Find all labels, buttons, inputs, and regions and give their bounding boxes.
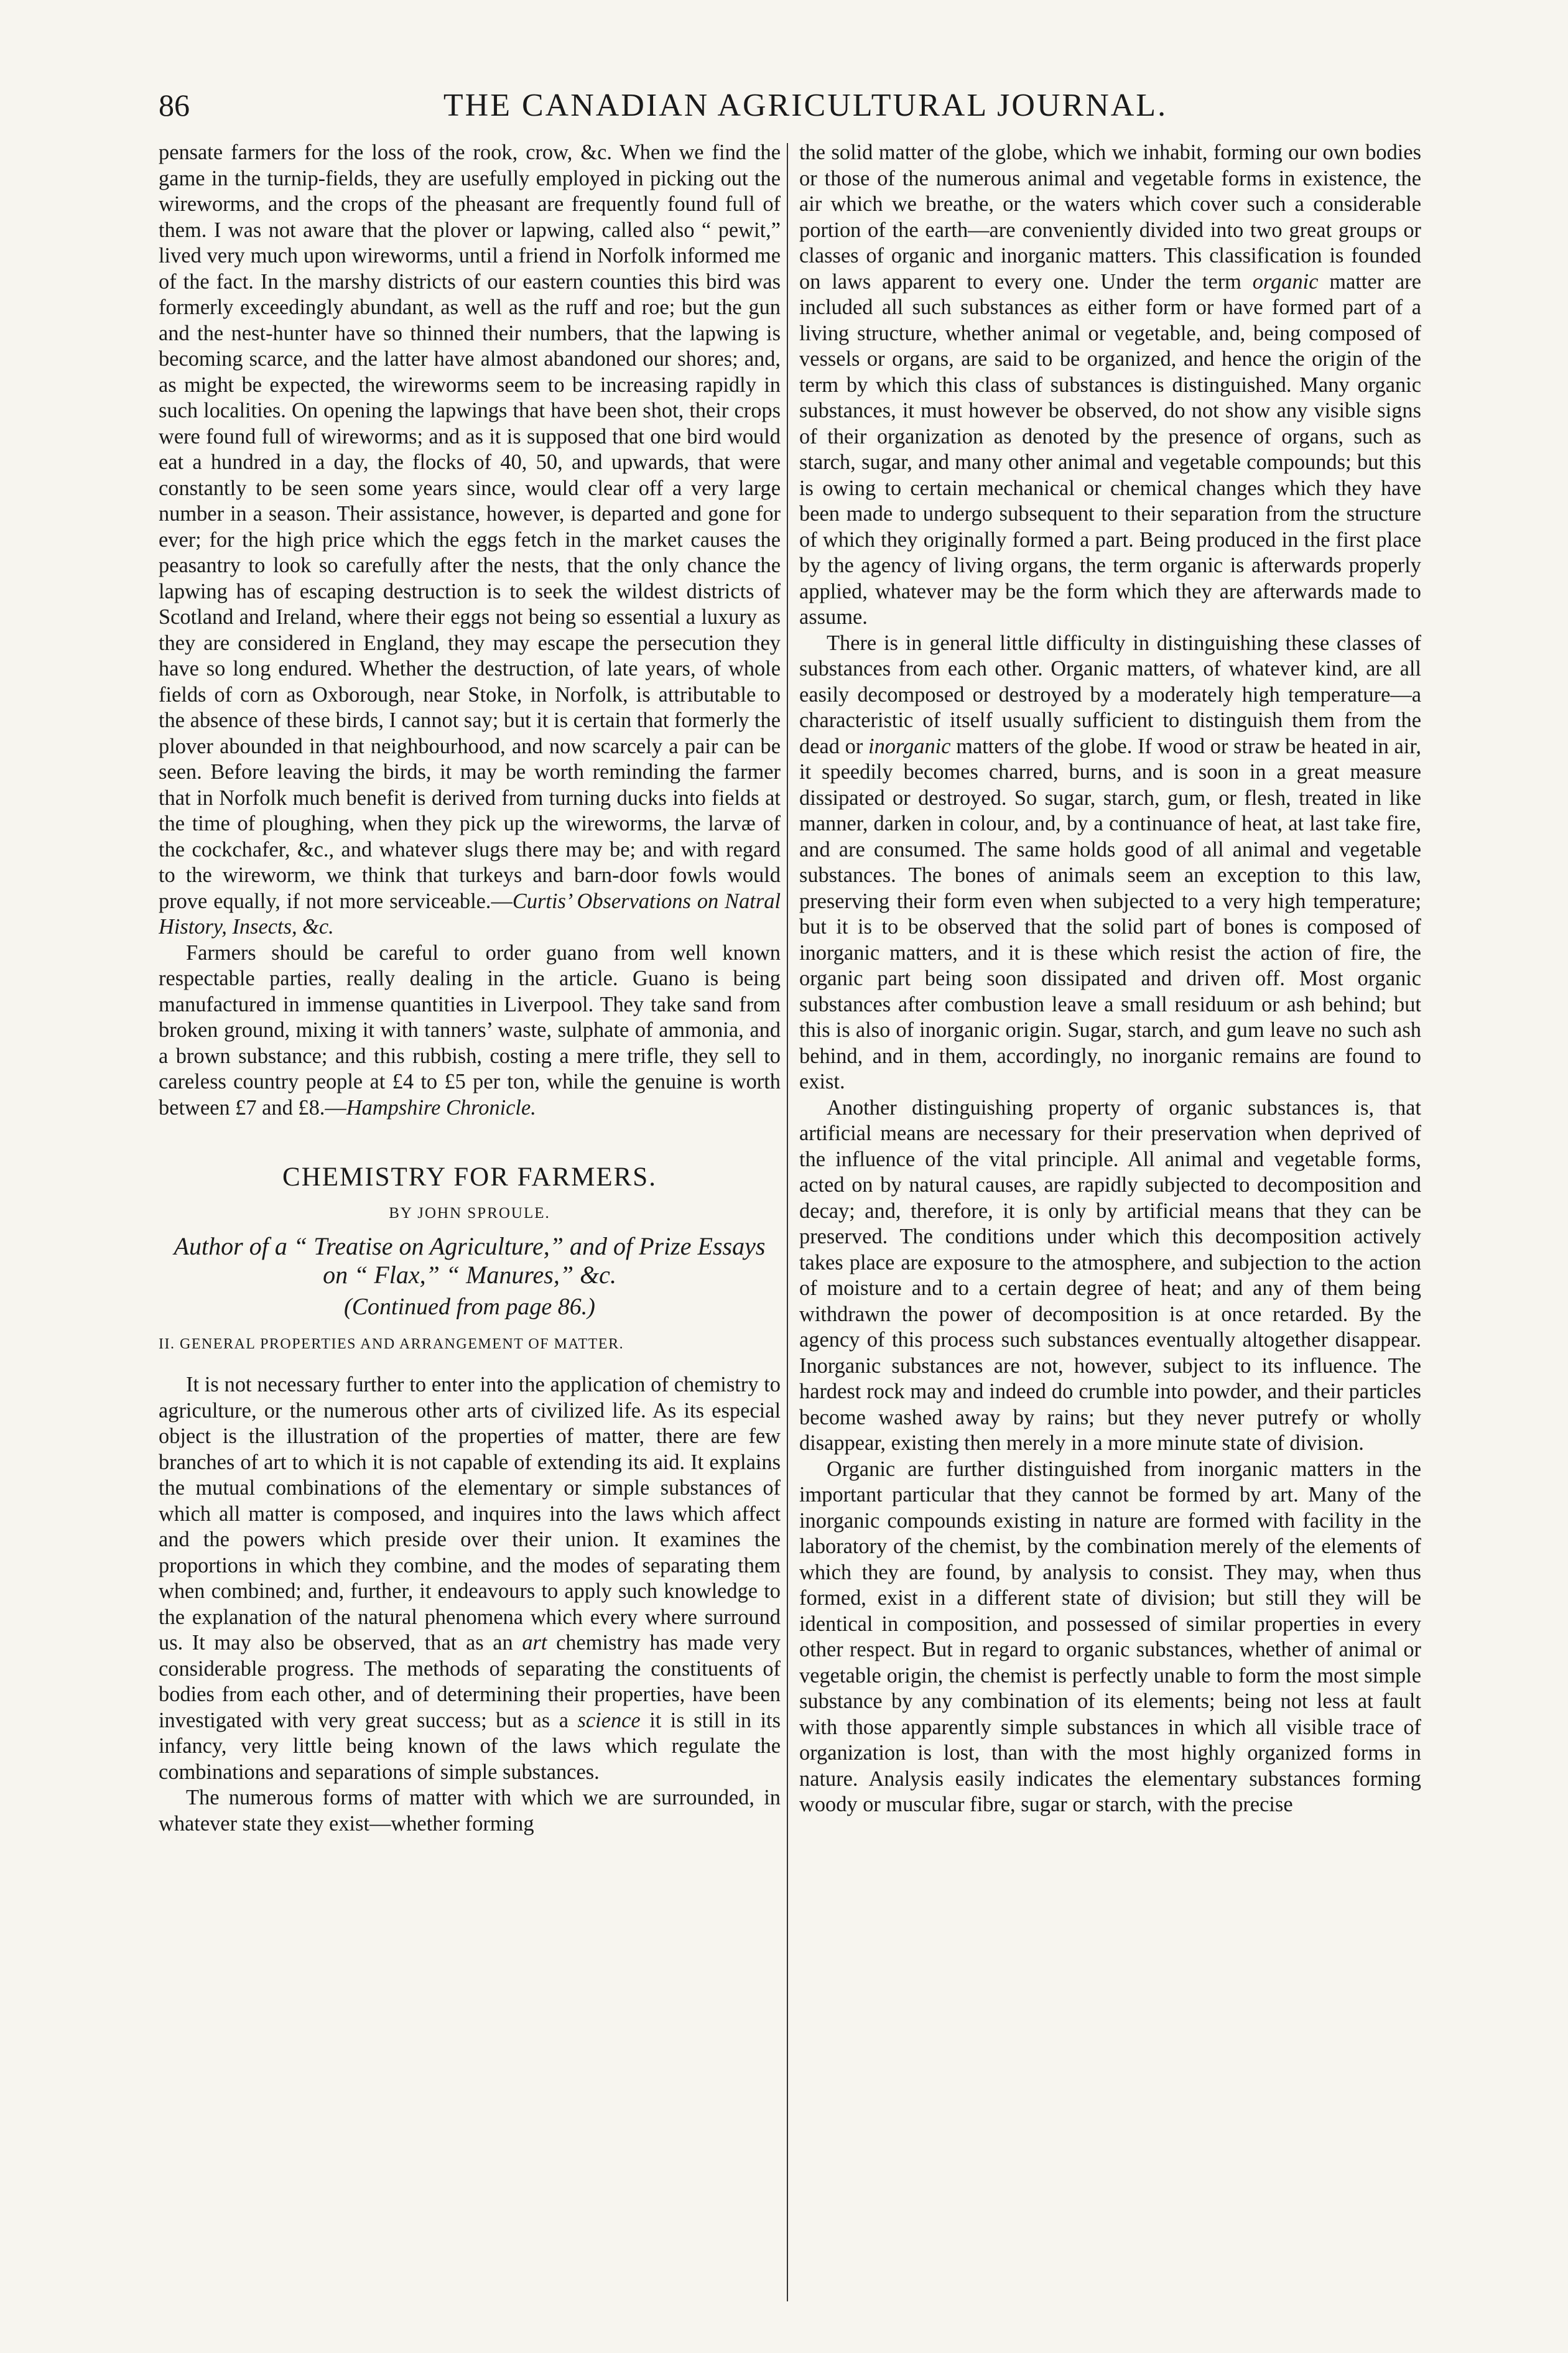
forms-of-matter-paragraph: The numerous forms of matter with which we are surrounded, in whatever state they exist—whether forming <box>159 1786 781 1836</box>
guano-citation: Hampshire Chronicle. <box>346 1095 536 1120</box>
running-title: THE CANADIAN AGRICULTURAL JOURNAL. <box>443 88 1168 123</box>
chemistry-intro-text-1: It is not necessary further to enter into the application of chemistry to agriculture, or the numerous other arts of civilized life. As its especial object is the illustration of the properties of matter, there are few branches of art to which it is not capable of extending its aid. It explains the mutual combinations of the elementary or simple substances of which all matter is composed, and inquires into the laws which affect and the powers which preside over their union. It examines the proportions in which they combine, and the modes of separating them when combined; and, further, it endeavours to apply such knowledge to the explanation of the natural phenomena which every where surround us. It may also be observed, that as an <box>159 1373 781 1655</box>
science-emphasis: science <box>577 1708 641 1732</box>
column-divider <box>787 143 788 2301</box>
continued-note: (Continued from page 86.) <box>344 1294 595 1320</box>
article-title: CHEMISTRY FOR FARMERS. <box>282 1163 657 1192</box>
organic-classes-text-1: the solid matter of the globe, which we inhabit, forming our own bodies or those of the numerous animal and vegetable forms in existence, the air which we breathe, or the waters which cover such a considerable portion of the earth—are conveniently divided into two great groups or classes of organic and inorganic matters. This classification is founded on laws apparent to every one. Under the term <box>799 141 1421 294</box>
page-number: 86 <box>159 88 190 123</box>
guano-text: Farmers should be careful to order guano from well known respectable parties, really dealing in the article. Guano is being manufactured in immense quantities in Liverpool. They take sand from broken ground, mixing it with tanners’ waste, sulphate of ammonia, and a brown substance; and this rubbish, costing a mere trifle, they sell to careless country people at £4 to £5 per ton, while the genuine is worth between £7 and £8.— <box>159 940 781 1120</box>
formation-paragraph: Organic are further distinguished from inorganic matters in the important particular that they cannot be formed by art. Many of the inorganic compounds existing in nature are formed with facility in the laboratory of the chemist, by the combination merely of the elements of which they are found, by analysis to consist. They may, when thus formed, exist in a different state of division; but still they will be identical in composition, and possessed of similar properties in every other respect. But in regard to organic substances, whether of animal or vegetable origin, the chemist is perfectly unable to form the most simple substance by any combination of its elements; being not less at fault with those apparently simple substances in which all visible trace of organization is lost, than with the most highly organized forms in nature. Analysis easily indicates the elementary substances forming woody or muscular fibre, sugar or starch, with the precise <box>799 1457 1421 1816</box>
right-column <box>799 140 1421 2304</box>
preservation-paragraph: Another distinguishing property of organic substances is, that artificial means are necessary for their preservation when deprived of the influence of the vital principle. All animal and vegetable forms, acted on by natural causes, are rapidly subjected to decomposition and decay; and, therefore, it is only by artificial means that they can be preserved. The conditions under which this decomposition actively takes place are exposure to the atmosphere, and subjection to the action of moisture and to a certain degree of heat; and any of them being withdrawn the power of decomposition is at once retarded. By the agency of this process such substances eventually altogether disappear. Inorganic substances are not, however, subject to its influence. The hardest rock may and indeed do crumble into powder, and their particles become washed away by rains; but they never putrefy or wholly disappear, existing then merely in a more minute state of division. <box>799 1095 1421 1455</box>
chemistry-intro-text-2: chemistry has made very considerable progress. The methods of separating the constituents of bodies from each other, and of determining their properties, have been investigated with very great success; but as a <box>159 1631 781 1732</box>
chemistry-intro-paragraph <box>159 1372 781 1785</box>
wireworm-citation: Curtis’ Observations on Natral History, Insects, &c. <box>159 889 781 939</box>
author-credentials: Author of a “ Treatise on Agriculture,” and of Prize Essays on “ Flax,” “ Manures,” &c. <box>174 1232 766 1289</box>
organic-classes-paragraph <box>799 140 1421 631</box>
article-byline: BY JOHN SPROULE. <box>389 1204 550 1222</box>
chemistry-intro-text-3: it is still in its infancy, very little being known of the laws which regulate the combinations and separations of simple substances. <box>159 1708 781 1784</box>
wireworm-text: pensate farmers for the loss of the rook, crow, &c. When we find the game in the turnip-fields, they are usefully employed in picking out the wireworms, and the crops of the pheasant are frequently found full of them. I was not aware that the plover or lapwing, called also “ pewit,” lived very much upon wireworms, until a friend in Norfolk informed me of the fact. In the marshy districts of our eastern counties this bird was formerly exceedingly abundant, as well as the ruff and roe; but the gun and the nest-hunter have so thinned their numbers, that the lapwing is becoming scarce, and the latter have almost abandoned our shores; and, as might be expected, the wireworms seem to be increasing rapidly in such localities. On opening the lapwings that have been shot, their crops were found full of wireworms; and as it is supposed that one bird would eat a hundred in a day, the flocks of 40, 50, and upwards, that were constantly to be seen some years since, would clear off a very large number in a season. Their assistance, however, is departed and gone for ever; for the high price which the eggs fetch in the market causes the peasantry to look so carefully after the nests, that the only chance the lapwing has of escaping destruction is to seek the wildest districts of Scotland and Ireland, where their eggs not being so essential a luxury as they are considered in England, they may escape the persecution they have so long endured. Whether the destruction, of late years, of whole fields of corn as Oxborough, near Stoke, in Norfolk, is attributable to the absence of these birds, I cannot say; but it is certain that formerly the plover abounded in that neighbourhood, and now scarcely a pair can be seen. Before leaving the birds, it may be worth reminding the farmer that in Norfolk much benefit is derived from turning ducks into fields at the time of ploughing, when they pick up the wireworms, the larvæ of the cockchafer, &c., and whatever slugs there may be; and with regard to the wireworm, we think that turkeys and barn-door fowls would prove equally, if not more serviceable.— <box>159 141 781 913</box>
organic-classes-text-2: matter are included all such substances as either form or have formed part of a living structure, whether animal or vegetable, and, being composed of vessels or organs, are said to be organized, and hence the origin of the term by which this class of substances is distinguished. Many organic substances, it must however be observed, do not show any visible signs of their organization as denoted by the presence of organs, such as starch, sugar, and many other animal and vegetable compounds; but this is owing to certain mechanical or chemical changes which they have been made to undergo subsequent to their separation from the structure of which they originally formed a part. Being produced in the first place by the agency of living organs, the term organic is afterwards properly applied, whatever may be the form which they are afterwards made to assume. <box>799 269 1421 629</box>
left-column <box>159 140 781 2304</box>
distinguishing-paragraph <box>799 631 1421 1095</box>
page-header <box>159 87 1452 143</box>
organic-emphasis: organic <box>1252 269 1319 294</box>
art-emphasis: art <box>522 1631 547 1655</box>
distinguishing-text-1: There is in general little difficulty in distinguishing these classes of substances from each other. Organic matters, of whatever kind, are all easily decomposed or destroyed by a moderately high temperature—a characteristic of itself usually sufficient to distinguish them from the dead or <box>799 631 1421 758</box>
wireworm-paragraph <box>159 140 781 940</box>
guano-paragraph <box>159 940 781 1121</box>
distinguishing-text-2: matters of the globe. If wood or straw be heated in air, it speedily becomes charred, burns, and is soon in a great measure dissipated or destroyed. So sugar, starch, gum, or flesh, treated in like manner, darken in colour, and, by a continuance of heat, at last take fire, and are consumed. The same holds good of all animal and vegetable substances. The bones of animals seem an exception to this law, preserving their form even when subjected to a very high temperature; but it is to be observed that the solid part of bones is composed of inorganic matters, and it is these which resist the action of fire, the organic part being soon dissipated and driven off. Most organic substances after combustion leave a small residuum or ash behind; but this is also of inorganic origin. Sugar, starch, and gum leave no such ash behind, and in them, accordingly, no inorganic remains are found to exist. <box>799 734 1421 1093</box>
section-subheading: II. GENERAL PROPERTIES AND ARRANGEMENT OF MATTER. <box>159 1335 624 1352</box>
inorganic-emphasis: inorganic <box>868 734 951 758</box>
